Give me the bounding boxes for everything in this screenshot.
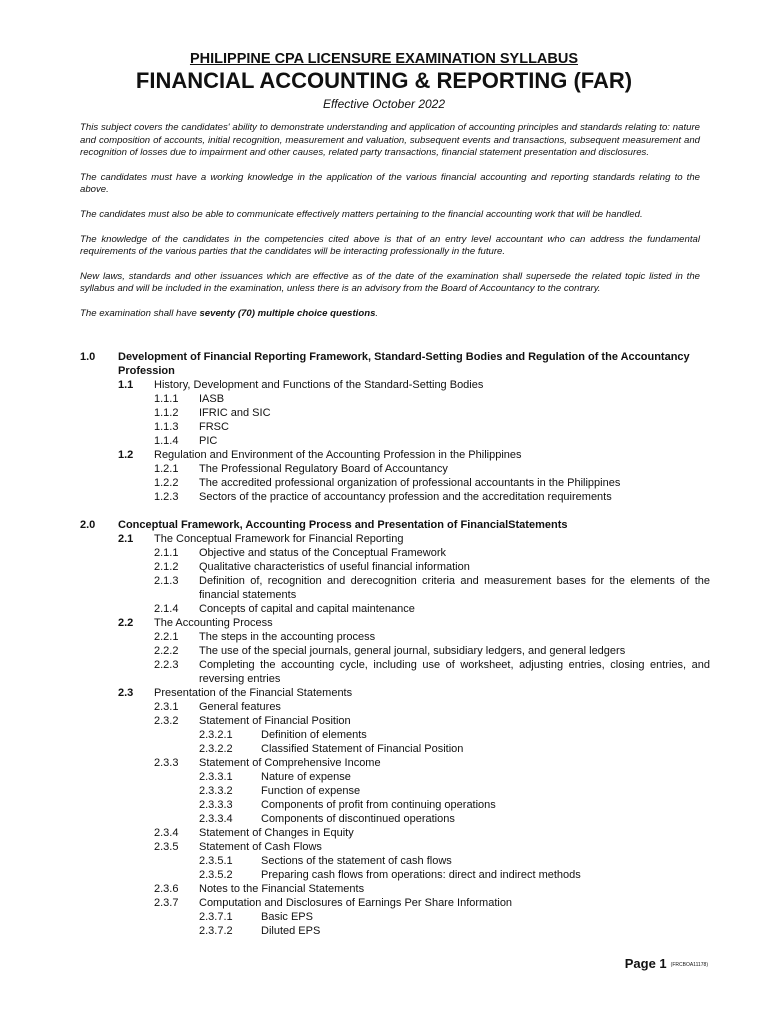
document-code: (FRCBOA11178) [670,961,708,968]
subitem-number: 2.3.5.1 [199,855,233,867]
item-number: 2.1.2 [154,561,179,573]
item-title: Definition of, recognition and derecognition criteria and measurement bases for the elements of the financial statements [199,575,710,601]
subitem-title: Nature of expense [261,771,351,783]
subject-title: FINANCIAL ACCOUNTING & REPORTING (FAR) [135,68,633,93]
item-title: IASB [199,393,225,405]
item-title: Concepts of capital and capital maintenance [199,603,415,615]
outline-subitem [80,770,710,784]
item-title: Statement of Comprehensive Income [199,757,381,769]
item-number: 2.1.4 [154,603,179,615]
effective-date: Effective October 2022 [322,97,446,111]
outline-topic [80,616,710,630]
item-number: 2.2.1 [154,631,179,643]
topic-number: 2.2 [118,617,134,629]
subitem-title: Diluted EPS [261,925,321,937]
outline-subitem [80,812,710,826]
item-number: 1.1.1 [154,393,179,405]
outline-subitem [80,728,710,742]
item-title: Objective and status of the Conceptual Framework [199,547,447,559]
subitem-number: 2.3.7.2 [199,925,233,937]
outline-item [80,406,710,420]
intro-paragraph: The knowledge of the candidates in the competencies cited above is that of an entry level accountant who can address the fundamental requirements of the various parties that the candidates will be interacting professionally in the future. [80,233,700,258]
subitem-title: Sections of the statement of cash flows [261,855,452,867]
exam-questions-period: . [375,307,379,319]
subitem-number: 2.3.3.2 [199,785,233,797]
outline-item [80,714,710,728]
section-title: Conceptual Framework, Accounting Process and Presentation of FinancialStatements [118,519,568,531]
item-number: 1.1.2 [154,407,179,419]
item-number: 2.3.4 [154,827,179,839]
subitem-title: Preparing cash flows from operations: direct and indirect methods [261,869,581,881]
item-title: Qualitative characteristics of useful financial information [199,561,470,573]
subitem-number: 2.3.5.2 [199,869,233,881]
outline-item [80,560,710,574]
intro-paragraph: New laws, standards and other issuances which are effective as of the date of the examination shall supersede the related topic listed in the syllabus and will be included in the examination, unless there is an advisory from the Board of Accountancy to the contrary. [80,270,700,295]
item-number: 2.1.3 [154,575,179,587]
item-number: 2.3.1 [154,701,179,713]
item-number: 1.2.1 [154,463,179,475]
intro-section [80,122,700,333]
intro-paragraph: The candidates must also be able to communicate effectively matters pertaining to the financial accounting work that will be handled. [80,208,643,220]
outline-item [80,658,710,686]
outline-section [80,518,710,532]
outline-subitem [80,910,710,924]
item-title: Statement of Changes in Equity [199,827,354,839]
item-title: Sectors of the practice of accountancy profession and the accreditation requirements [199,491,612,503]
section-spacer [80,504,710,518]
exam-questions-count: seventy (70) multiple choice questions [199,307,376,319]
item-number: 1.2.3 [154,491,179,503]
outline-item [80,826,710,840]
page-number: Page 1 [624,956,667,971]
syllabus-title: PHILIPPINE CPA LICENSURE EXAMINATION SYLLABUS [189,51,579,67]
item-title: General features [199,701,281,713]
subitem-number: 2.3.7.1 [199,911,233,923]
topic-title: The Accounting Process [154,617,273,629]
item-number: 1.1.4 [154,435,179,447]
subitem-number: 2.3.3.3 [199,799,233,811]
outline-item [80,630,710,644]
outline-item [80,644,710,658]
subitem-title: Components of profit from continuing operations [261,799,496,811]
section-number: 1.0 [80,351,96,363]
subitem-number: 2.3.3.4 [199,813,233,825]
outline-item [80,840,710,854]
outline-topic [80,532,710,546]
subitem-title: Definition of elements [261,729,367,741]
subitem-title: Function of expense [261,785,361,797]
item-title: FRSC [199,421,229,433]
topic-title: Regulation and Environment of the Accounting Profession in the Philippines [154,449,522,461]
outline-topic [80,378,710,392]
item-number: 2.3.3 [154,757,179,769]
item-title: The accredited professional organization of professional accountants in the Philippines [199,477,621,489]
item-title: IFRIC and SIC [199,407,271,419]
item-number: 1.2.2 [154,477,179,489]
outline-item [80,896,710,910]
subitem-number: 2.3.3.1 [199,771,233,783]
item-title: Statement of Cash Flows [199,841,322,853]
outline-item [80,882,710,896]
outline-topic [80,686,710,700]
outline-subitem [80,868,710,882]
topic-number: 1.2 [118,449,134,461]
item-title: The use of the special journals, general journal, subsidiary ledgers, and general ledgers [199,645,626,657]
item-title: Computation and Disclosures of Earnings Per Share Information [199,897,513,909]
syllabus-outline [80,350,710,938]
outline-topic [80,448,710,462]
item-number: 2.1.1 [154,547,179,559]
exam-questions-paragraph [80,308,700,321]
section-title: Development of Financial Reporting Framework, Standard-Setting Bodies and Regulation of the Accountancy Profession [118,351,690,377]
topic-title: The Conceptual Framework for Financial Reporting [154,533,404,545]
intro-paragraph: This subject covers the candidates' ability to demonstrate understanding and application of accounting principles and standards relating to: nature and composition of accounts, initial recognition, measurement and valuation, subsequent events and transactions, subsequent measurement and recognition of losses due to impairment and other causes, related party transactions, financial statement presentation and disclosures. [80,122,700,159]
document-header [0,50,768,112]
topic-title: Presentation of the Financial Statements [154,687,353,699]
topic-title: History, Development and Functions of the Standard-Setting Bodies [154,379,484,391]
item-title: The Professional Regulatory Board of Accountancy [199,463,448,475]
item-title: Completing the accounting cycle, including use of worksheet, adjusting entries, closing entries, and reversing entries [199,659,710,685]
item-number: 2.3.6 [154,883,179,895]
outline-item [80,462,710,476]
item-number: 2.3.7 [154,897,179,909]
outline-subitem [80,924,710,938]
outline-subitem [80,854,710,868]
outline-item [80,420,710,434]
outline-item [80,700,710,714]
subitem-number: 2.3.2.2 [199,743,233,755]
outline-item [80,490,710,504]
outline-item [80,392,710,406]
item-number: 2.2.2 [154,645,179,657]
topic-number: 2.1 [118,533,134,545]
item-number: 2.3.2 [154,715,179,727]
outline-subitem [80,742,710,756]
item-number: 2.2.3 [154,659,179,671]
section-number: 2.0 [80,519,96,531]
page-footer [625,956,708,971]
exam-questions-text: The examination shall have [80,307,200,319]
topic-number: 1.1 [118,379,134,391]
outline-section [80,350,710,378]
item-title: The steps in the accounting process [199,631,376,643]
outline-item [80,434,710,448]
subitem-number: 2.3.2.1 [199,729,233,741]
item-title: Notes to the Financial Statements [199,883,365,895]
outline-subitem [80,784,710,798]
outline-subitem [80,798,710,812]
intro-paragraph: The candidates must have a working knowledge in the application of the various financial accounting and reporting standards relating to the above. [80,171,700,196]
item-number: 2.3.5 [154,841,179,853]
topic-number: 2.3 [118,687,134,699]
outline-item [80,756,710,770]
item-title: Statement of Financial Position [199,715,351,727]
outline-item [80,574,710,602]
outline-item [80,476,710,490]
item-title: PIC [199,435,218,447]
subitem-title: Basic EPS [261,911,313,923]
item-number: 1.1.3 [154,421,179,433]
subitem-title: Classified Statement of Financial Position [261,743,464,755]
outline-item [80,602,710,616]
subitem-title: Components of discontinued operations [261,813,455,825]
outline-item [80,546,710,560]
